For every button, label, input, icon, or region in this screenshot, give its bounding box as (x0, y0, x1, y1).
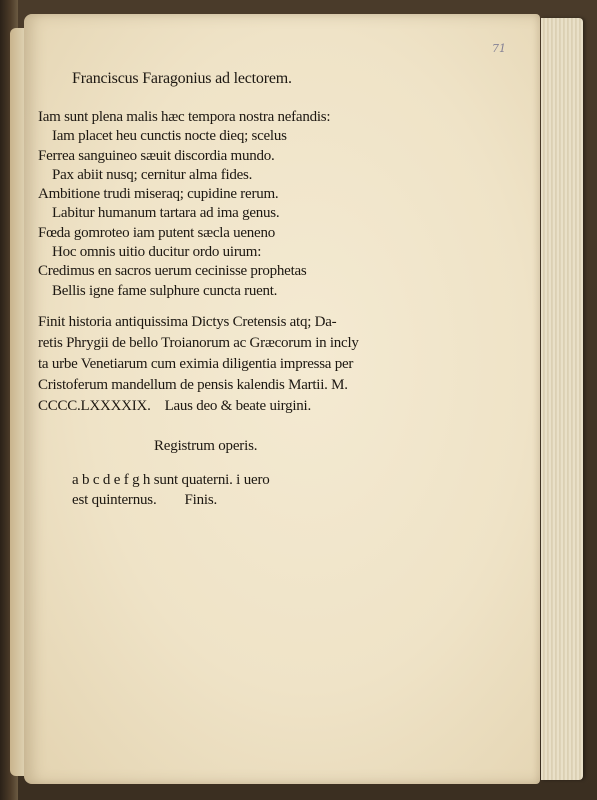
page-edges-stack (541, 18, 583, 780)
colophon-last-line (38, 396, 359, 417)
register-block (72, 470, 270, 510)
verse-line: Hoc omnis uitio ducitur ordo uirum: (52, 244, 262, 261)
verse-line: Pax abiit nusq; cernitur alma fides. (52, 166, 253, 183)
colophon-block (38, 312, 359, 417)
colophon-date: CCCC.LXXXXIX. (38, 398, 151, 414)
finis-text: Finis. (184, 492, 218, 508)
colophon-laus: Laus deo & beate uirgini. (164, 398, 311, 414)
page-heading: Franciscus Faragonius ad lectorem. (72, 70, 292, 87)
register-title: Registrum operis. (154, 438, 258, 454)
verse-line: Ferrea sanguineo sæuit discordia mundo. (38, 147, 275, 164)
verse-block (38, 108, 330, 301)
colophon-line: retis Phrygii de bello Troianorum ac Græcorum in incly (38, 335, 359, 351)
register-line (72, 470, 270, 490)
colophon-line: Finit historia antiquissima Dictys Cretensis atq; Da- (38, 314, 337, 330)
register-line (72, 490, 270, 510)
register-quinternus: est quinternus. (72, 492, 157, 508)
verse-line: Ambitione trudi miseraq; cupidine rerum. (38, 186, 279, 203)
verse-line: Credimus en sacros uerum cecinisse prophetas (38, 263, 307, 280)
register-quaterni: sunt quaterni. i uero (153, 472, 270, 488)
book-page (24, 14, 540, 784)
verse-line: Iam sunt plena malis hæc tempora nostra nefandis: (38, 109, 331, 125)
verse-line: Iam placet heu cunctis nocte dieq; scelus (52, 128, 287, 145)
verse-line: Fœda gomroteo iam putent sæcla ueneno (38, 224, 275, 241)
colophon-line: Cristoferum mandellum de pensis kalendis Martii. M. (38, 377, 348, 393)
colophon-line: ta urbe Venetiarum cum eximia diligentia impressa per (38, 356, 354, 372)
verse-line: Bellis igne fame sulphure cuncta ruent. (52, 282, 278, 299)
verse-line: Labitur humanum tartara ad ima genus. (52, 205, 280, 222)
register-letters: a b c d e f g h (72, 472, 151, 488)
folio-number: 71 (492, 42, 506, 55)
